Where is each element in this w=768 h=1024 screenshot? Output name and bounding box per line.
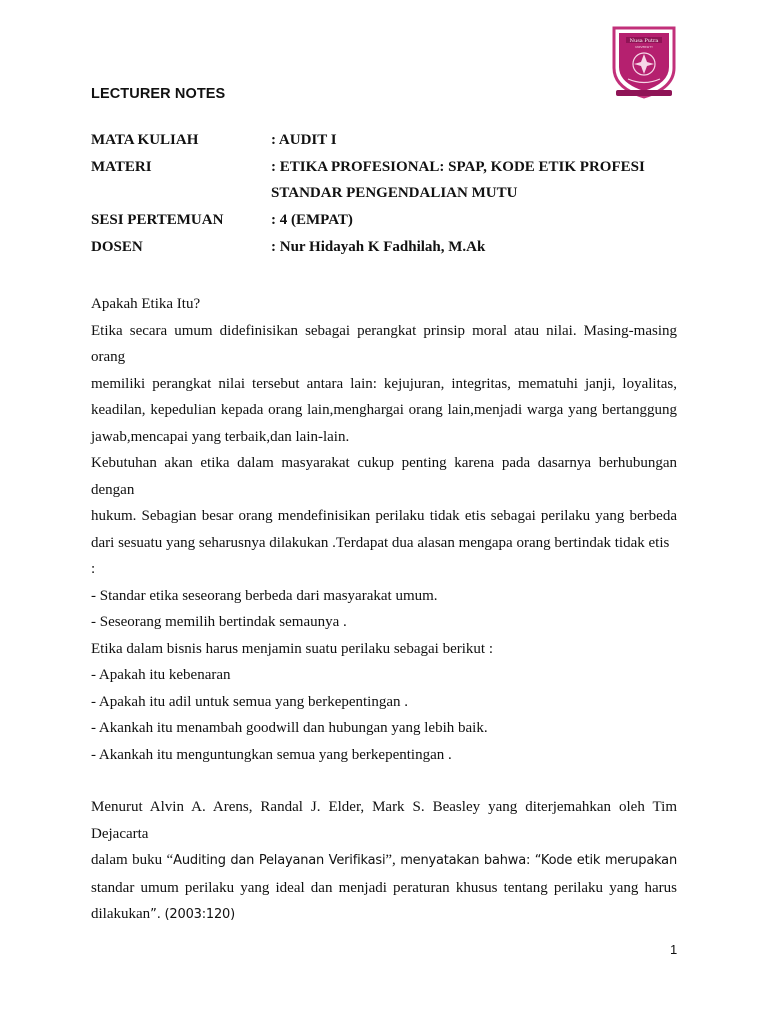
body-text xyxy=(91,291,677,929)
quote-citation: ”. (2003:120) xyxy=(150,907,235,922)
quote-line xyxy=(91,847,677,875)
quote-line: standar umum perilaku yang ideal dan menjadi peraturan khusus tentang perilaku yang harus xyxy=(91,879,677,896)
info-value: : ETIKA PROFESIONAL: SPAP, KODE ETIK PROFESI xyxy=(271,159,645,175)
paragraph-line: keadilan, kepedulian kepada orang lain,menghargai orang lain,menjadi warga yang bertanggung xyxy=(91,402,677,418)
quote-fragment: dilakukan xyxy=(91,906,151,922)
quote-line: Menurut Alvin A. Arens, Randal J. Elder, Mark S. Beasley yang diterjemahkan oleh Tim Dejacarta xyxy=(91,799,677,842)
info-label: SESI PERTEMUAN xyxy=(91,212,224,228)
list-item: - Standar etika seseorang berbeda dari masyarakat umum. xyxy=(91,587,438,604)
list-item: - Akankah itu menguntungkan semua yang berkepentingan . xyxy=(91,746,452,763)
document-heading: LECTURER NOTES xyxy=(91,86,226,102)
info-label: MATERI xyxy=(91,159,152,175)
quote-book-title: Auditing dan Pelayanan Verifikasi xyxy=(173,853,386,868)
university-crest-logo xyxy=(610,24,678,100)
paragraph-line: memiliki perangkat nilai tersebut antara lain: kejujuran, integritas, mematuhi janji, loyalitas, xyxy=(91,375,677,392)
page-number: 1 xyxy=(670,942,678,957)
info-value: STANDAR PENGENDALIAN MUTU xyxy=(271,185,518,201)
info-value: : Nur Hidayah K Fadhilah, M.Ak xyxy=(271,239,486,255)
paragraph-line: dari sesuatu yang seharusnya dilakukan .Terdapat dua alasan mengapa orang bertindak tidak etis : xyxy=(91,534,670,577)
info-value: : AUDIT I xyxy=(271,132,337,148)
list-item: - Apakah itu kebenaran xyxy=(91,667,231,683)
info-value: : 4 (EMPAT) xyxy=(271,212,353,228)
info-label: MATA KULIAH xyxy=(91,132,199,148)
paragraph-line: Etika secara umum didefinisikan sebagai perangkat prinsip moral atau nilai. Masing-masing orang xyxy=(91,322,677,365)
info-label: DOSEN xyxy=(91,239,143,255)
logo-subtext: UNIVERSITY xyxy=(635,45,653,49)
quote-line xyxy=(91,901,677,929)
quote-fragment: ”, xyxy=(385,852,401,868)
list-item: - Apakah itu adil untuk semua yang berkepentingan . xyxy=(91,693,408,710)
quote-fragment: dalam buku “ xyxy=(91,852,174,868)
question-heading: Apakah Etika Itu? xyxy=(91,296,201,312)
quote-fragment: menyatakan bahwa: “Kode etik merupakan xyxy=(400,853,677,868)
paragraph-line: Etika dalam bisnis harus menjamin suatu perilaku sebagai berikut : xyxy=(91,640,493,657)
list-item: - Seseorang memilih bertindak semaunya . xyxy=(91,614,347,630)
paragraph-line: hukum. Sebagian besar orang mendefinisikan perilaku tidak etis sebagai perilaku yang berbeda xyxy=(91,508,677,524)
paragraph-line: jawab,mencapai yang terbaik,dan lain-lain. xyxy=(91,428,350,445)
logo-text: Nusa Putra xyxy=(629,38,659,44)
list-item: - Akankah itu menambah goodwill dan hubungan yang lebih baik. xyxy=(91,720,488,736)
paragraph-line: Kebutuhan akan etika dalam masyarakat cukup penting karena pada dasarnya berhubungan dengan xyxy=(91,455,677,498)
